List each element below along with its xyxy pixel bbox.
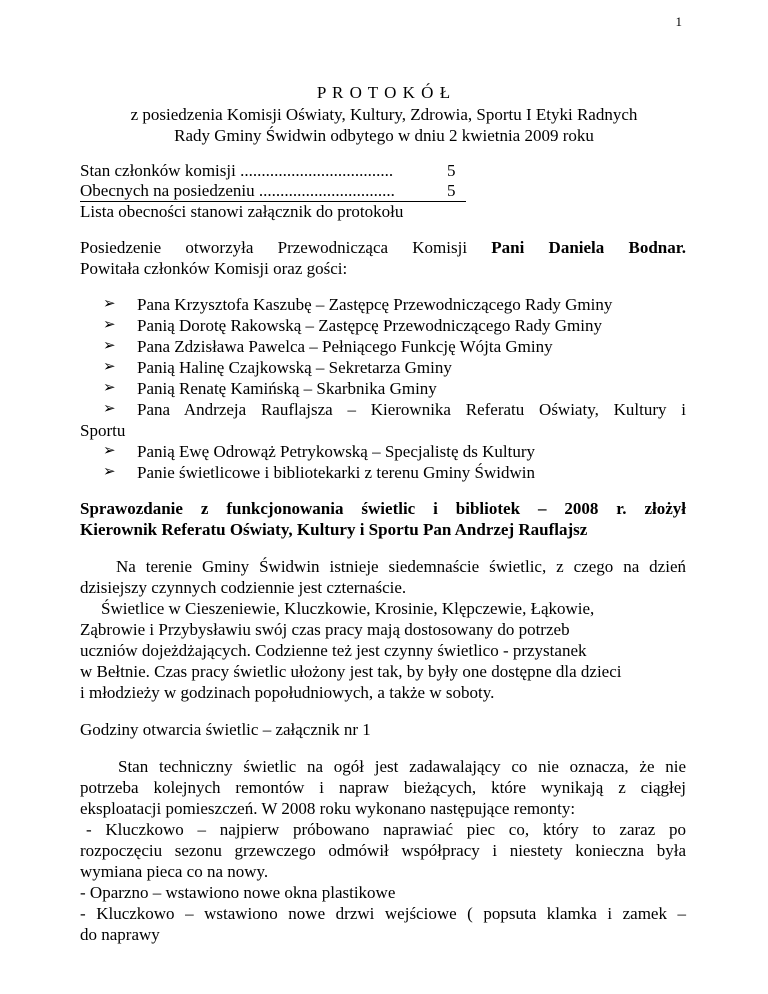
paragraph-2-line: - Kluczkowo – najpierw próbowano naprawiać piec co, który to zaraz po: [86, 820, 686, 839]
paragraph-1-line: w Bełtnie. Czas pracy świetlic ułożony jest tak, by były one dostępne dla dzieci: [80, 662, 622, 681]
page-number: 1: [675, 14, 682, 29]
members-count-value: 5: [447, 161, 456, 180]
paragraph-1-line: i młodzieży w godzinach popołudniowych, a także w soboty.: [80, 683, 495, 702]
paragraph-2-line: do naprawy: [80, 925, 160, 944]
guest-item: Pana Zdzisława Pawelca – Pełniącego Funkcję Wójta Gminy: [137, 337, 553, 356]
members-count-label: Stan członków komisji ....................................: [80, 161, 394, 180]
paragraph-2-line: rozpoczęciu sezonu grzewczego odmówił współpracy i niestety konieczna była: [80, 841, 686, 860]
guest-item: Panią Dorotę Rakowską – Zastępcę Przewodniczącego Rady Gminy: [137, 316, 602, 335]
guest-item: Panią Ewę Odrowąż Petrykowską – Specjalistę ds Kultury: [137, 442, 535, 461]
arrow-bullet-icon: ➢: [103, 380, 116, 396]
arrow-bullet-icon: ➢: [103, 401, 116, 417]
guest-item: Pana Andrzeja Rauflajsza – Kierownika Referatu Oświaty, Kultury i: [137, 400, 686, 419]
paragraph-2-line: Stan techniczny świetlic na ogół jest zadawalający co nie oznacza, że nie: [118, 757, 686, 776]
document-subtitle-line-2: Rady Gminy Świdwin odbytego w dniu 2 kwietnia 2009 roku: [174, 126, 594, 145]
arrow-bullet-icon: ➢: [103, 296, 116, 312]
guest-item: Panią Halinę Czajkowską – Sekretarza Gminy: [137, 358, 452, 377]
paragraph-1-line: Ząbrowie i Przybysławiu swój czas pracy mają dostosowany do potrzeb: [80, 620, 570, 639]
opening-line-1: [80, 237, 686, 258]
present-count-label: Obecnych na posiedzeniu ................................: [80, 181, 395, 200]
arrow-bullet-icon: ➢: [103, 464, 116, 480]
paragraph-1-line: uczniów dojeżdżających. Codzienne też jest czynny świetlico - przystanek: [80, 641, 587, 660]
paragraph-2-line: - Oparzno – wstawiono nowe okna plastikowe: [80, 883, 396, 902]
paragraph-1-line: dzisiejszy czynnych codziennie jest czternaście.: [80, 578, 407, 597]
guest-item: Pana Krzysztofa Kaszubę – Zastępcę Przewodniczącego Rady Gminy: [137, 295, 613, 314]
guest-item-continuation: Sportu: [80, 421, 126, 440]
paragraph-2-line: - Kluczkowo – wstawiono nowe drzwi wejściowe ( popsuta klamka i zamek –: [80, 904, 686, 923]
paragraph-1-line: Świetlice w Cieszeniewie, Kluczkowie, Krosinie, Klępczewie, Łąkowie,: [101, 599, 595, 618]
chairperson-name: Pani Daniela Bodnar.: [491, 238, 686, 257]
paragraph-2-line: potrzeba kolejnych remontów i napraw bieżących, które wynikają z ciągłej: [80, 778, 686, 797]
attendance-note: Lista obecności stanowi załącznik do protokołu: [80, 202, 404, 221]
arrow-bullet-icon: ➢: [103, 359, 116, 375]
guest-item: Panie świetlicowe i bibliotekarki z terenu Gminy Świdwin: [137, 463, 536, 482]
opening-line-2: Powitała członków Komisji oraz gości:: [80, 259, 348, 278]
arrow-bullet-icon: ➢: [103, 317, 116, 333]
paragraph-2-line: eksploatacji pomieszczeń. W 2008 roku wykonano następujące remonty:: [80, 799, 576, 818]
document-title: P R O T O K Ó Ł: [316, 83, 452, 102]
present-count-value: 5: [447, 181, 456, 200]
paragraph-2-line: wymiana pieca co na nowy.: [80, 862, 269, 881]
opening-text: Posiedzenie otworzyła Przewodnicząca Komisji: [80, 238, 468, 257]
guest-item: Panią Renatę Kamińską – Skarbnika Gminy: [137, 379, 437, 398]
arrow-bullet-icon: ➢: [103, 338, 116, 354]
report-heading-line-2: Kierownik Referatu Oświaty, Kultury i Sportu Pan Andrzej Rauflajsz: [80, 520, 588, 539]
arrow-bullet-icon: ➢: [103, 443, 116, 459]
hours-note: Godziny otwarcia świetlic – załącznik nr 1: [80, 720, 371, 739]
document-subtitle-line-1: z posiedzenia Komisji Oświaty, Kultury, Zdrowia, Sportu I Etyki Radnych: [130, 105, 638, 124]
report-heading-line-1: Sprawozdanie z funkcjonowania świetlic i bibliotek – 2008 r. złożył: [80, 499, 686, 518]
paragraph-1-line: Na terenie Gminy Świdwin istnieje siedemnaście świetlic, z czego na dzień: [116, 557, 686, 576]
